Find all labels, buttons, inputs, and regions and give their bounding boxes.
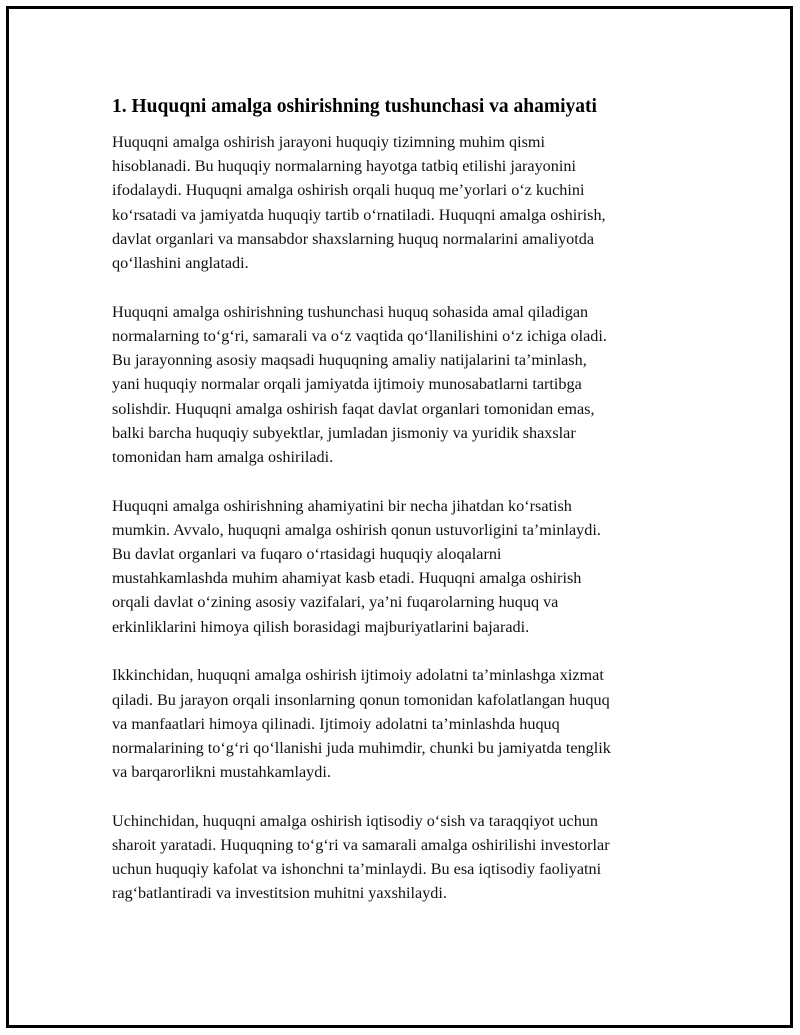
paragraph-line: Huquqni amalga oshirishning tushunchasi huquq sohasida amal qiladigan [112,302,589,321]
paragraph-line: sharoit yaratadi. Huquqning to‘g‘ri va samarali amalga oshirilishi investorlar [112,836,610,855]
paragraph-line: va barqarorlikni mustahkamlaydi. [112,763,331,782]
paragraph-line: mustahkamlashda muhim ahamiyat kasb etadi. Huquqni amalga oshirish [112,569,582,588]
paragraph-line: uchun huquqiy kafolat va ishonchni ta’minlaydi. Bu esa iqtisodiy faoliyatni [112,860,602,879]
document-body [112,94,692,930]
paragraph-2 [112,300,692,469]
paragraph-line: mumkin. Avvalo, huquqni amalga oshirish qonun ustuvorligini ta’minlaydi. [112,520,601,539]
paragraph-line: va manfaatlari himoya qilinadi. Ijtimoiy adolatni ta’minlashda huquq [112,714,560,733]
paragraph-line: yani huquqiy normalar orqali jamiyatda ijtimoiy munosabatlarni tartibga [112,375,582,394]
paragraph-line: solishdir. Huquqni amalga oshirish faqat davlat organlari tomonidan emas, [112,399,595,418]
paragraph-line: normalarining to‘g‘ri qo‘llanishi juda muhimdir, chunki bu jamiyatda tenglik [112,738,611,757]
paragraph-line: Bu jarayonning asosiy maqsadi huquqning amaliy natijalarini ta’minlash, [112,351,587,370]
paragraph-line: hisoblanadi. Bu huquqiy normalarning hayotga tatbiq etilishi jarayonini [112,157,576,176]
paragraph-line: Ikkinchidan, huquqni amalga oshirish ijtimoiy adolatni ta’minlashga xizmat [112,666,604,685]
paragraph-line: tomonidan ham amalga oshiriladi. [112,447,334,466]
paragraph-5 [112,809,692,906]
paragraph-line: erkinliklarini himoya qilish borasidagi majburiyatlarini bajaradi. [112,617,530,636]
paragraph-line: normalarning to‘g‘ri, samarali va o‘z vaqtida qo‘llanilishini o‘z ichiga oladi. [112,326,607,345]
paragraph-line: orqali davlat o‘zining asosiy vazifalari, ya’ni fuqarolarning huquq va [112,593,559,612]
paragraph-line: Uchinchidan, huquqni amalga oshirish iqtisodiy o‘sish va taraqqiyot uchun [112,811,598,830]
paragraph-line: ko‘rsatadi va jamiyatda huquqiy tartib o‘rnatiladi. Huquqni amalga oshirish, [112,205,606,224]
paragraph-line: ifodalaydi. Huquqni amalga oshirish orqali huquq me’yorlari o‘z kuchini [112,181,585,200]
paragraph-3 [112,494,692,639]
paragraph-line: qiladi. Bu jarayon orqali insonlarning qonun tomonidan kafolatlangan huquq [112,690,610,709]
section-heading: 1. Huquqni amalga oshirishning tushunchasi va ahamiyati [112,96,597,117]
paragraph-line: qo‘llashini anglatadi. [112,254,249,273]
paragraph-line: rag‘batlantiradi va investitsion muhitni yaxshilaydi. [112,884,447,903]
paragraph-line: Huquqni amalga oshirishning ahamiyatini bir necha jihatdan ko‘rsatish [112,496,572,515]
paragraph-line: davlat organlari va mansabdor shaxslarning huquq normalarini amaliyotda [112,229,595,248]
paragraph-line: balki barcha huquqiy subyektlar, jumladan jismoniy va yuridik shaxslar [112,423,576,442]
paragraph-1 [112,130,692,275]
paragraph-line: Huquqni amalga oshirish jarayoni huquqiy tizimning muhim qismi [112,133,545,151]
paragraph-line: Bu davlat organlari va fuqaro o‘rtasidagi huquqiy aloqalarni [112,545,502,564]
paragraph-4 [112,663,692,784]
